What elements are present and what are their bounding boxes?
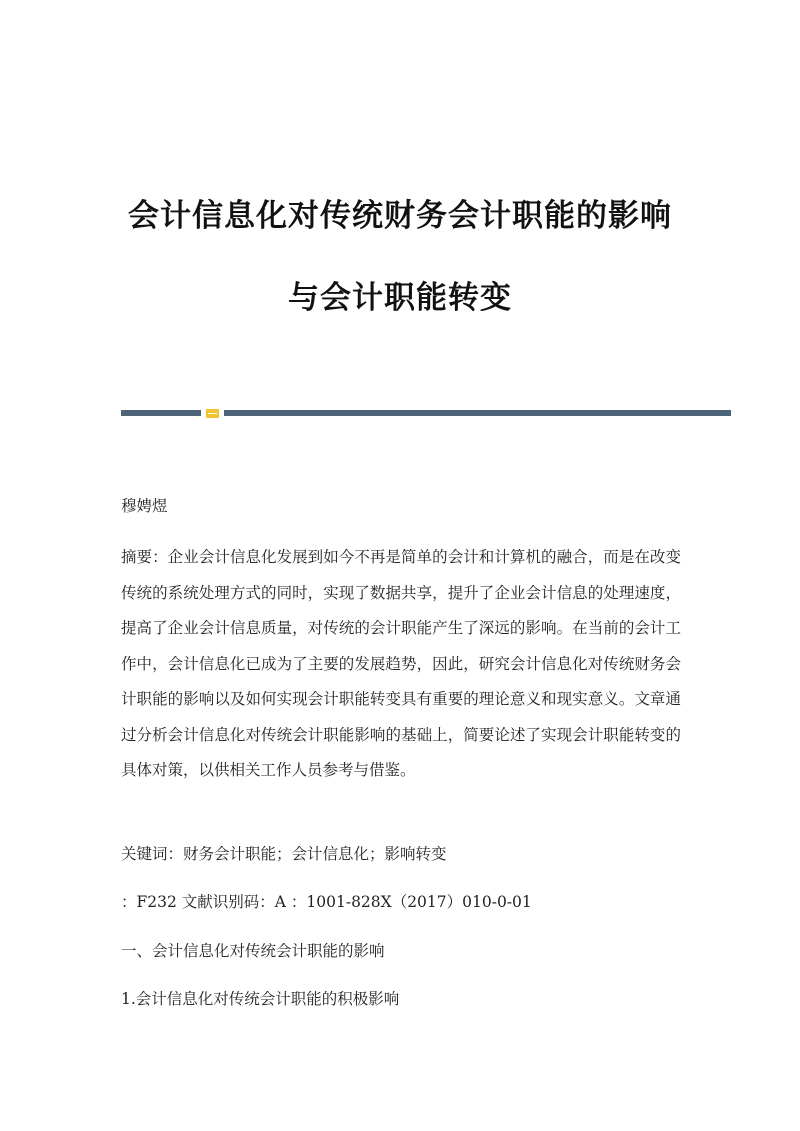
title-line-2: 与会计职能转变 bbox=[288, 280, 512, 316]
abstract-paragraph: 摘要：企业会计信息化发展到如今不再是简单的会计和计算机的融合，而是在改变传统的系统处理方式的同时，实现了数据共享，提升了企业会计信息的处理速度，提高了企业会计信息质量，对传统的会计职能产生了深远的影响。在当前的会计工作中，会计信息化已成为了主要的发展趋势，因此，研究会计信息化对传统财务会计职能的影响以及如何实现会计职能转变具有重要的理论意义和现实意义。文章通过分析会计信息化对传统会计职能影响的基础上，简要论述了实现会计职能转变的具体对策，以供相关工作人员参考与借鉴。 bbox=[121, 548, 681, 779]
title-line-1: 会计信息化对传统财务会计职能的影响 bbox=[128, 198, 672, 234]
title-divider bbox=[121, 409, 731, 417]
keywords-line: 关键词：财务会计职能；会计信息化；影响转变 bbox=[121, 845, 447, 863]
divider-bar-left bbox=[121, 410, 201, 416]
subsection-heading: 1.会计信息化对传统会计职能的积极影响 bbox=[121, 990, 400, 1008]
classification-line: ：F232 文献识别码：A ：1001-828X（2017）010-0-01 bbox=[121, 893, 532, 911]
document-marker-icon bbox=[206, 409, 219, 418]
section-heading: 一、会计信息化对传统会计职能的影响 bbox=[121, 942, 385, 960]
divider-bar-right bbox=[224, 410, 731, 416]
author-name: 穆娉煜 bbox=[121, 497, 168, 515]
